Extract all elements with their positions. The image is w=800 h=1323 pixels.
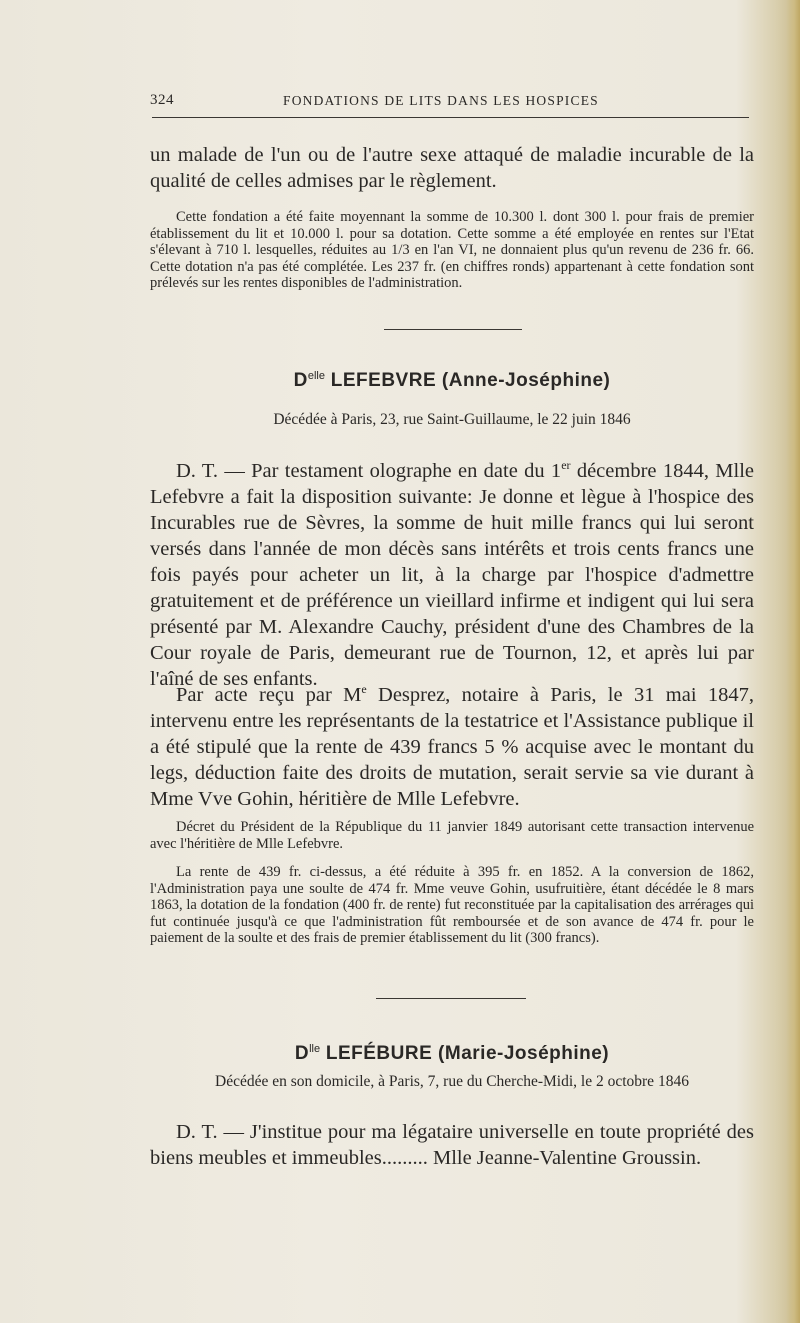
- institution-paragraph: D. T. — J'institue pour ma légataire universelle en toute propriété des biens meubles et immeubles......... Mlle Jeanne-Valentine Groussin.: [150, 1121, 754, 1169]
- heading-superscript: lle: [309, 1043, 321, 1055]
- heading-name: LEFÉBURE (Marie-Joséphine): [325, 1043, 610, 1064]
- section-divider: [376, 998, 526, 999]
- decree-note: Décret du Président de la République du 11 janvier 1849 autorisant cette transaction intervenue avec l'héritière de Mlle Lefebvre.: [150, 819, 754, 852]
- section-heading-lefebvre: [150, 370, 754, 392]
- act-text-rest: Desprez, notaire à Paris, le 31 mai 1847, intervenu entre les représentants de la testatrice et l'Assistance publique il a été stipulé que la rente de 439 francs 5 % acquise avec le montant du legs, déduction faite des droits de mutation, serait servie sa vie durant à Mme Vve Gohin, héritière de Mlle Lefebvre.: [150, 683, 754, 810]
- section-heading-lefebure: [150, 1043, 754, 1065]
- notary-superscript: e: [361, 682, 367, 696]
- deceased-line: Décédée à Paris, 23, rue Saint-Guillaume, le 22 juin 1846: [273, 411, 631, 428]
- continuation-paragraph: un malade de l'un ou de l'autre sexe attaqué de maladie incurable de la qualité de celles admises par le règlement.: [150, 144, 754, 192]
- heading-name: LEFEBVRE (Anne-Joséphine): [330, 370, 611, 391]
- page-header: [150, 92, 750, 114]
- heading-prefix: D: [294, 1043, 310, 1064]
- testament-text-start: D. T. — Par testament olographe en date du 1: [176, 459, 562, 482]
- heading-superscript: elle: [307, 370, 325, 382]
- rente-note: La rente de 439 fr. ci-dessus, a été réduite à 395 fr. en 1852. A la conversion de 1862, l'Administration paya une soulte de 474 fr. Mme veuve Gohin, usufruitière, étant décédée le 8 mars 1863, la dotation de la fondation (400 fr. de rente) fut reconstituée par la capitalisation des arrérages qui fut continuée jusqu'à ce que l'administration fût remboursée et de son avance de 474 fr. pour le paiement de la soulte et des frais de premier établissement du lit (300 francs).: [150, 864, 754, 946]
- deceased-line: Décédée en son domicile, à Paris, 7, rue du Cherche-Midi, le 2 octobre 1846: [215, 1073, 689, 1090]
- page-number: 324: [150, 92, 174, 108]
- section-divider: [384, 329, 522, 330]
- act-paragraph: [150, 676, 754, 812]
- testament-paragraph: [150, 452, 754, 692]
- heading-prefix: D: [293, 370, 308, 391]
- ordinal-superscript: er: [561, 458, 571, 472]
- header-rule: [152, 117, 749, 118]
- page-edge: [786, 0, 800, 1323]
- foundation-note: Cette fondation a été faite moyennant la somme de 10.300 l. dont 300 l. pour frais de premier établissement du lit et 10.000 l. pour sa dotation. Cette somme a été employée en rentes sur l'Etat s'élevant à 710 l. lesquelles, réduites au 1/3 en l'an VI, ne donnaient plus qu'un revenu de 236 fr. 66. Cette dotation n'a pas été complétée. Les 237 fr. (en chiffres ronds) appartenant à cette fondation sont prélevés sur les rentes disponibles de l'administration.: [150, 209, 754, 291]
- testament-text-rest: décembre 1844, Mlle Lefebvre a fait la disposition suivante: Je donne et lègue à l'hospice des Incurables rue de Sèvres, la somme de huit mille francs qui lui seront versés dans l'année de mon décès sans intérêts et trois cents francs une fois payés pour acheter un lit, à la charge par l'hospice d'admettre gratuitement et de préférence un vieillard infirme et indigent qui lui sera présenté par M. Alexandre Cauchy, président d'une des Chambres de la Cour royale de Paris, demeurant rue de Tournon, 12, et après lui par l'aîné de ses enfants.: [150, 459, 754, 690]
- running-title: FONDATIONS DE LITS DANS LES HOSPICES: [283, 93, 599, 108]
- act-text-start: Par acte reçu par M: [176, 683, 362, 706]
